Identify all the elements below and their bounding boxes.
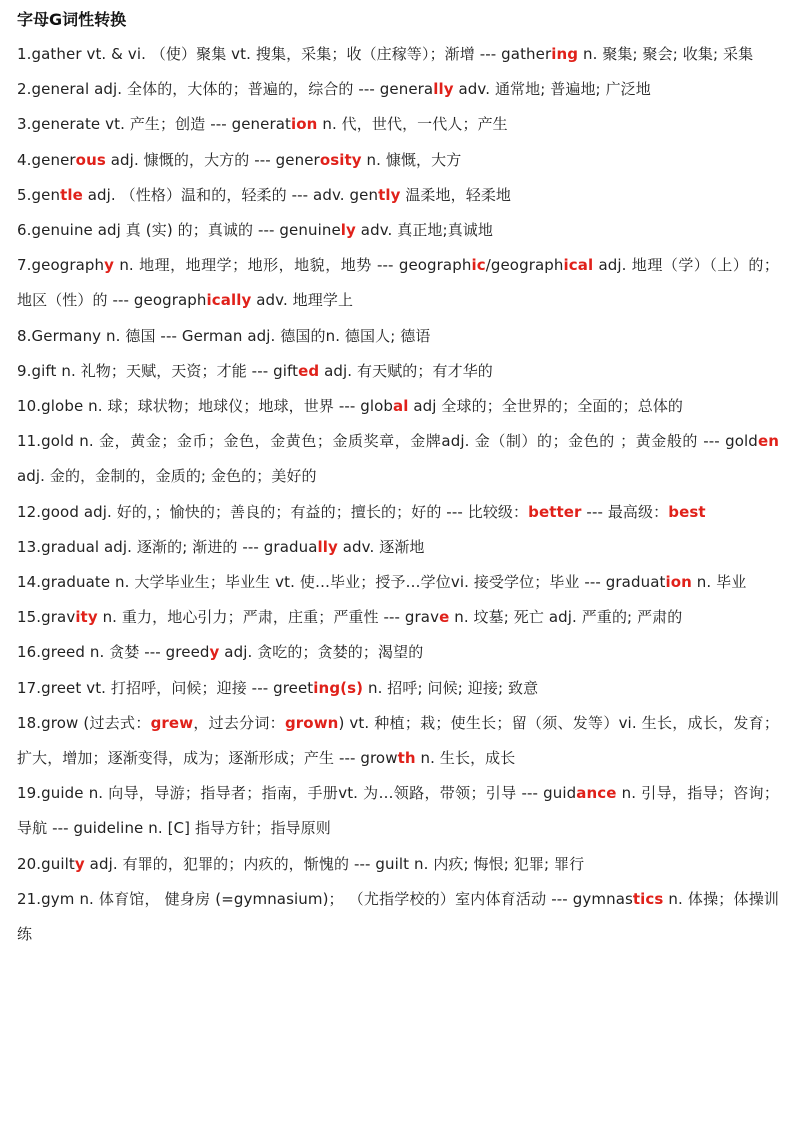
highlighted-suffix: y [209,643,220,662]
vocabulary-list [17,37,779,952]
entry-text: adj. 贪吃的；贪婪的；渴望的 [219,643,424,662]
highlighted-suffix: ic [471,256,486,275]
entry-text: adj. 金的，金制的，金质的; 金色的；美好的 [17,467,317,486]
vocab-entry [17,178,779,213]
entry-text: n. 毕业 [691,573,747,592]
entry-text: n. 重力，地心引力；严肃，庄重；严重性 --- grav [97,608,440,627]
vocab-entry [17,424,779,494]
vocab-entry [17,389,779,424]
entry-text: 4.gener [17,150,76,169]
highlighted-suffix: ity [75,608,98,627]
entry-text: n. 坟墓; 死亡 adj. 严重的; 严肃的 [449,608,683,627]
entry-text: 7.geograph [17,256,105,275]
entry-text: 19.guide n. 向导，导游；指导者；指南，手册vt. 为…领路，带领；引导 --- guid [17,784,577,803]
entry-text: 6.genuine adj 真 (实) 的；真诚的 --- genuine [17,221,341,240]
entry-text: 12.good adj. 好的，；愉快的；善良的；有益的；擅长的；好的 --- 比较级： [17,502,529,521]
highlighted-suffix: y [104,256,115,275]
vocab-entry [17,319,779,354]
entry-text: adj. 有罪的，犯罪的；内疚的，惭愧的 --- guilt n. 内疚; 悔恨; 犯罪; 罪行 [84,854,585,873]
entry-text: n. 生长，成长 [415,749,516,768]
highlighted-suffix: ion [665,573,692,592]
entry-text: 5.gen [17,185,61,204]
entry-text: adv. 真正地;真诚地 [355,221,493,240]
highlighted-suffix: tle [60,185,83,204]
highlighted-suffix: osity [319,150,362,169]
vocab-entry [17,706,779,776]
entry-text: 8.Germany n. 德国 --- German adj. 德国的n. 德国人; 德语 [17,326,431,345]
vocab-entry [17,847,779,882]
page-title: 字母G词性转换 [17,10,127,29]
highlighted-suffix: ion [291,115,318,134]
entry-text: 10.globe n. 球；球状物；地球仪；地球，世界 --- glob [17,397,394,416]
highlighted-suffix: lly [317,537,338,556]
vocab-entry [17,600,779,635]
highlighted-suffix: ically [206,291,252,310]
highlighted-suffix: y [74,854,85,873]
highlighted-suffix: best [668,502,706,521]
vocab-entry [17,143,779,178]
highlighted-suffix: ical [563,256,594,275]
entry-text: adv. 逐渐地 [337,537,425,556]
vocab-entry [17,72,779,107]
entry-text: --- 最高级： [581,502,669,521]
entry-text: 14.graduate n. 大学毕业生；毕业生 vt. 使…毕业；授予…学位vi. 接受学位；毕业 --- graduat [17,573,666,592]
entry-text: adv. 地理学上 [251,291,354,310]
entry-text: 20.guilt [17,854,75,873]
entry-text: ) vt. 种植；栽；使生长；留（须、发等）vi. 生长，成长，发育；扩大，增加；逐渐变得，成为；逐渐形成；产生 --- grow [17,713,779,768]
entry-text: 16.greed n. 贪婪 --- greed [17,643,210,662]
entry-text: n. 体操；体操训练 [17,889,780,944]
highlighted-suffix: grew [150,713,194,732]
vocab-entry [17,354,779,389]
vocab-entry [17,248,779,318]
highlighted-suffix: ed [298,361,320,380]
entry-text: ，过去分词： [193,713,285,732]
entry-text: adj 全球的；全世界的；全面的；总体的 [408,397,684,416]
entry-text: 1.gather vt. & vi. （使）聚集 vt. 搜集，采集；收（庄稼等）；渐增 --- gather [17,45,552,63]
highlighted-suffix: al [393,397,409,416]
entry-text: n. 聚集; 聚会; 收集; 采集 [578,45,754,63]
vocab-entry [17,37,779,72]
highlighted-suffix: e [439,608,450,627]
vocab-entry [17,635,779,670]
vocab-entry [17,882,779,952]
entry-text: n. 引导，指导；咨询；导航 --- guideline n. [C] 指导方针；指导原则 [17,784,779,838]
highlighted-suffix: ing [551,45,579,63]
vocab-entry [17,495,779,530]
highlighted-suffix: tics [632,889,664,908]
highlighted-suffix: ly [340,221,356,240]
vocab-entry [17,213,779,248]
entry-text: adj. （性格）温和的，轻柔的 --- adv. gen [82,185,379,204]
highlighted-suffix: ing(s) [313,678,364,697]
vocab-entry [17,107,779,142]
entry-text: 13.gradual adj. 逐渐的; 渐进的 --- gradua [17,537,318,556]
entry-text: 3.generate vt. 产生；创造 --- generat [17,115,292,134]
highlighted-suffix: grown [284,713,339,732]
vocab-entry [17,565,779,600]
entry-text: n. 慷慨，大方 [361,150,462,169]
highlighted-suffix: th [397,749,416,768]
highlighted-suffix: tly [378,185,401,204]
entry-text: 11.gold n. 金，黄金；金币；金色，金黄色；金质奖章，金牌adj. 金（制）的；金色的 ；黄金般的 --- gold [17,432,758,451]
vocab-entry [17,776,779,846]
entry-text: adj. 有天赋的；有才华的 [319,361,493,380]
highlighted-suffix: better [528,502,582,521]
entry-text: n. 地理，地理学；地形，地貌，地势 --- geograph [114,256,472,275]
highlighted-suffix: ous [75,150,106,169]
entry-text: 温柔地，轻柔地 [400,185,512,204]
entry-text: adj. 慷慨的，大方的 --- gener [105,150,320,169]
entry-text: 17.greet vt. 打招呼，问候；迎接 --- greet [17,678,314,697]
entry-text: n. 招呼; 问候; 迎接; 致意 [363,678,539,697]
highlighted-suffix: lly [433,80,454,99]
entry-text: 15.grav [17,608,76,627]
entry-text: adj. 地理（学）（上）的；地区（性）的 --- geograph [17,256,779,310]
entry-text: n. 代，世代，一代人；产生 [317,115,508,134]
entry-text: 21.gym n. 体育馆， 健身房 (=gymnasium)； （尤指学校的）室内体育活动 --- gymnas [17,889,633,908]
vocab-entry [17,530,779,565]
vocab-entry [17,671,779,706]
entry-text: adv. 通常地; 普遍地; 广泛地 [453,80,651,99]
entry-text: /geograph [485,256,564,275]
entry-text: 9.gift n. 礼物；天赋，天资；才能 --- gift [17,361,299,380]
highlighted-suffix: ance [576,784,617,803]
highlighted-suffix: en [757,432,779,451]
entry-text: 2.general adj. 全体的，大体的；普遍的，综合的 --- genera [17,80,434,99]
entry-text: 18.grow (过去式： [17,713,151,732]
